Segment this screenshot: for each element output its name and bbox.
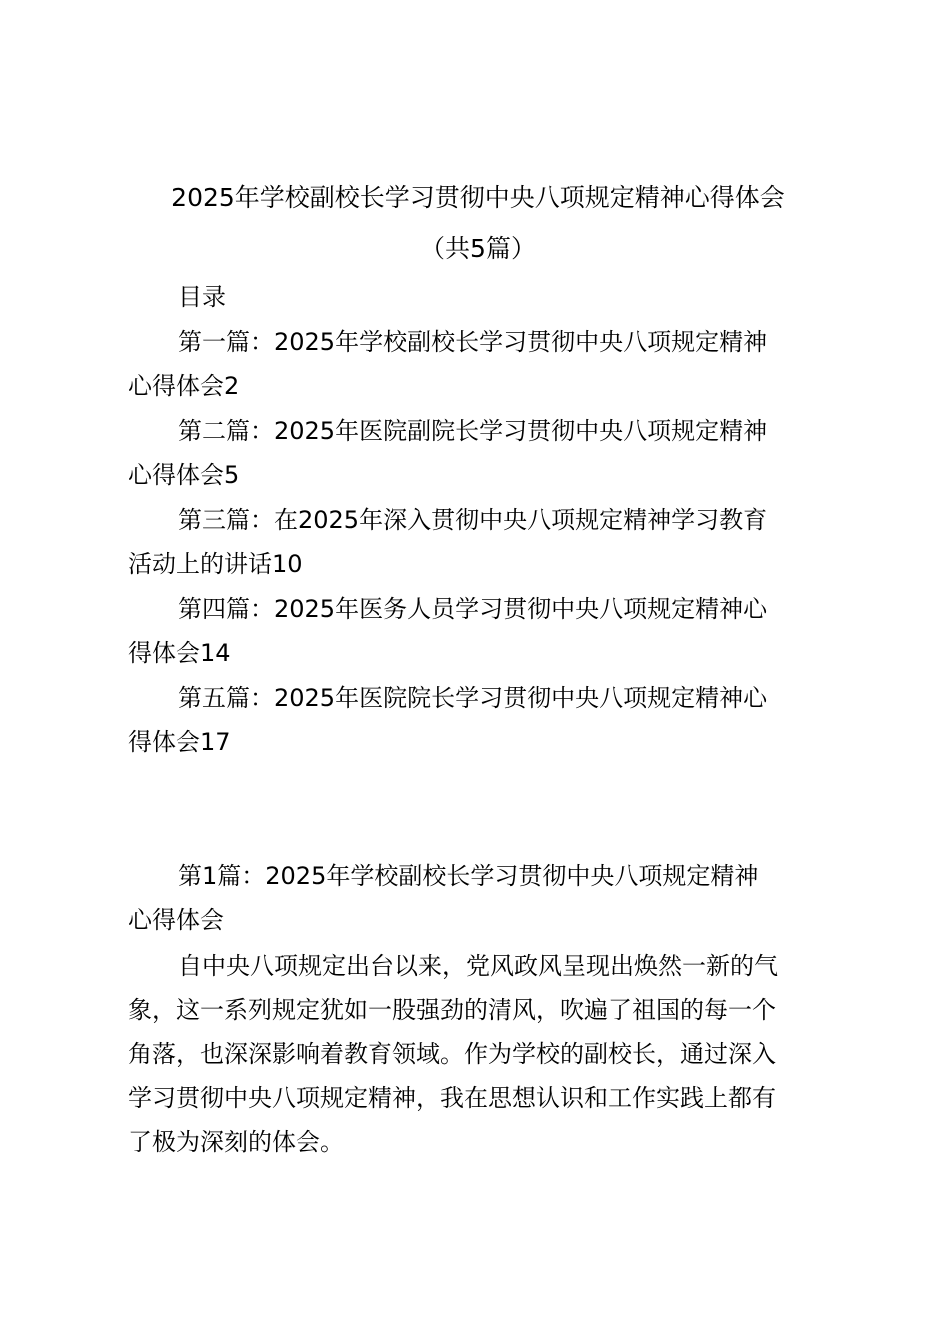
toc-heading: 目录 xyxy=(178,283,226,311)
toc-item-3[interactable]: 第三篇：在2025年深入贯彻中央八项规定精神学习教育 xyxy=(178,506,768,534)
toc-item-5-cont[interactable]: 得体会17 xyxy=(128,728,231,756)
body-line-3: 角落，也深深影响着教育领域。作为学校的副校长，通过深入 xyxy=(128,1040,776,1068)
toc-item-4-cont[interactable]: 得体会14 xyxy=(128,639,231,667)
toc-item-3-cont[interactable]: 活动上的讲话10 xyxy=(128,550,303,578)
body-line-1: 自中央八项规定出台以来，党风政风呈现出焕然一新的气 xyxy=(178,952,778,980)
body-line-2: 象，这一系列规定犹如一股强劲的清风，吹遍了祖国的每一个 xyxy=(128,996,776,1024)
body-line-5: 了极为深刻的体会。 xyxy=(128,1128,344,1156)
section-heading: 第1篇：2025年学校副校长学习贯彻中央八项规定精神 xyxy=(178,862,759,890)
body-line-4: 学习贯彻中央八项规定精神，我在思想认识和工作实践上都有 xyxy=(128,1084,776,1112)
section-heading-cont: 心得体会 xyxy=(128,906,224,934)
toc-item-5[interactable]: 第五篇：2025年医院院长学习贯彻中央八项规定精神心 xyxy=(178,684,768,712)
toc-item-2-cont[interactable]: 心得体会5 xyxy=(128,461,240,489)
document-subtitle: （共5篇） xyxy=(420,234,536,263)
toc-item-4[interactable]: 第四篇：2025年医务人员学习贯彻中央八项规定精神心 xyxy=(178,595,768,623)
toc-item-1-cont[interactable]: 心得体会2 xyxy=(128,372,240,400)
document-title: 2025年学校副校长学习贯彻中央八项规定精神心得体会 xyxy=(171,183,785,212)
toc-item-2[interactable]: 第二篇：2025年医院副院长学习贯彻中央八项规定精神 xyxy=(178,417,768,445)
toc-item-1[interactable]: 第一篇：2025年学校副校长学习贯彻中央八项规定精神 xyxy=(178,328,768,356)
